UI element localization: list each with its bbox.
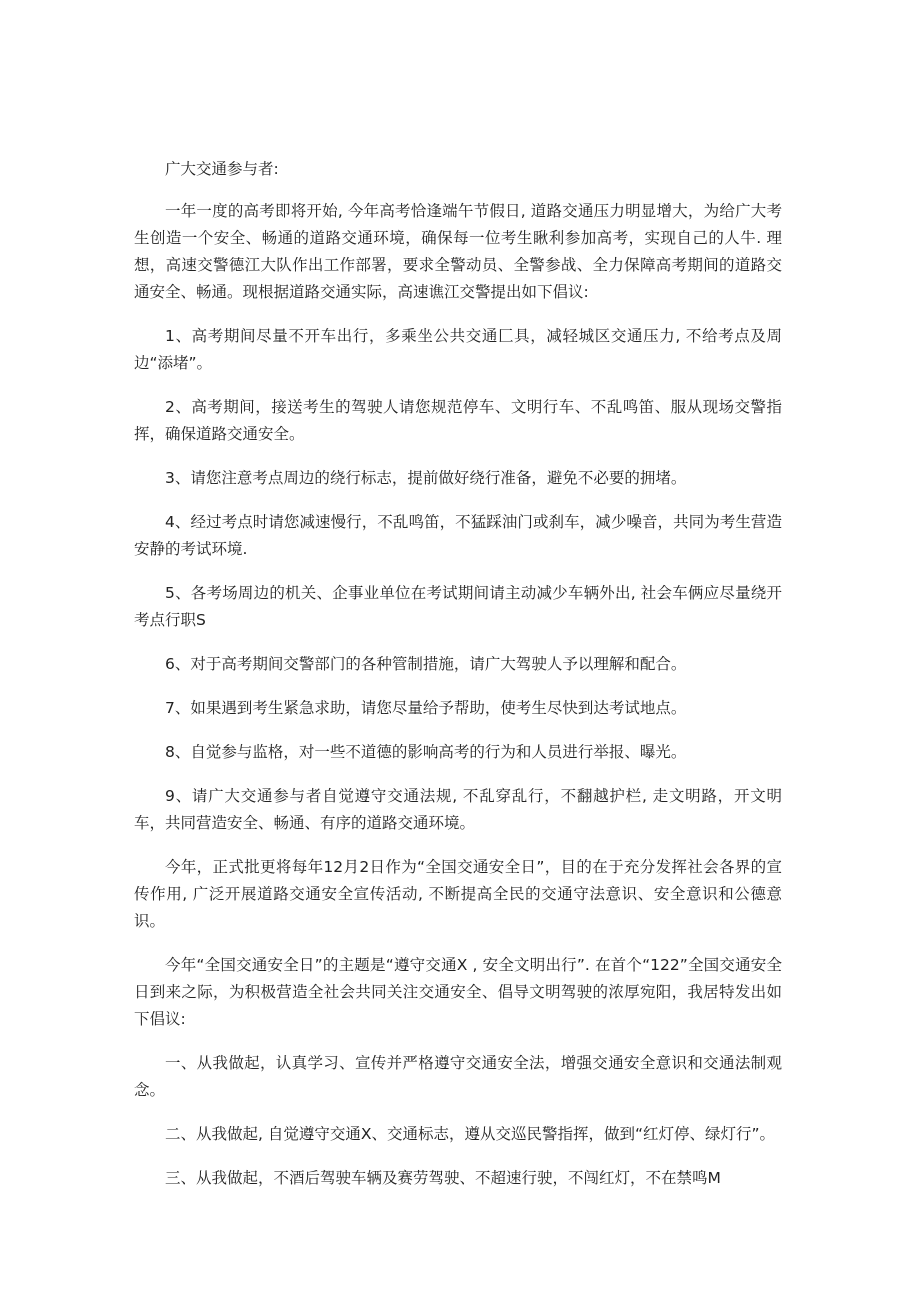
paragraph-theme: 今年“全国交通安全日”的主题是“遵守交通X , 安全文明出行”. 在首个“122”全国交通安全日到来之际，为积极营造全社会共同关注交通安全、倡导文明驾驶的浓厚宛阳，我居特发出如下倡议:: [134, 956, 782, 1028]
paragraph-item-8: 8、自觉参与监格，对一些不道德的影响高考的行为和人员进行举报、曝光。: [165, 743, 687, 761]
paragraph-pledge-1: 一、从我做起，认真学习、宣传并严格遵守交通安全法，增强交通安全意识和交通法制观念。: [134, 1054, 782, 1099]
paragraph-intro: 一年一度的高考即将开始, 今年高考恰逢端午节假日, 道路交通压力明显增大，为给广大考生创造一个安全、畅通的道路交通环境，确保每一位考生瞅利参加高考，实现自己的人牛. 理想，高速交警德江大队作出工作部署，要求全警动员、全警参战、全力保障高考期间的道路交通安全、畅通。现根据道路交通实际，高速谯江交警提出如下倡议:: [134, 202, 782, 301]
paragraph-pledge-2: 二、从我做起, 自觉遵守交通X、交通标志，遵从交巡民警指挥，做到“红灯停、绿灯行”。: [165, 1125, 776, 1143]
paragraph-item-9: 9、请广大交通参与者自觉遵守交通法规, 不乱穿乱行，不翻越护栏, 走文明路，开文明车，共同营造安全、畅通、有序的道路交通环境。: [134, 787, 782, 832]
paragraph-item-3: 3、请您注意考点周边的绕行标志，提前做好绕行准备，避免不必要的拥堵。: [165, 469, 687, 487]
paragraph-item-7: 7、如果遇到考生紧急求助，请您尽量给予帮助，使考生尽快到达考试地点。: [165, 699, 687, 717]
paragraph-pledge-3: 三、从我做起，不酒后驾驶车辆及赛劳驾驶、不超速行驶，不闯红灯，不在禁鸣M: [165, 1169, 721, 1187]
document-body: [134, 156, 782, 1209]
paragraph-safety-day: 今年，正式批更将每年12月2日作为“全国交通安全日”，目的在于充分发挥社会各界的宣传作用, 广泛开展道路交通安全宣传活动, 不断提高全民的交通守法意识、安全意识和公德意识。: [134, 858, 782, 930]
paragraph-item-5: 5、各考场周边的机关、企事业单位在考试期间请主动减少车辆外出, 社会车俩应尽量绕开考点行职S: [134, 584, 782, 629]
paragraph-item-4: 4、经过考点时请您减速慢行，不乱鸣笛，不猛踩油门或刹车，减少噪音，共同为考生营造安静的考试环境.: [134, 513, 782, 558]
greeting: 广大交通参与者:: [165, 160, 279, 178]
paragraph-item-6: 6、对于高考期间交警部门的各种管制措施，请广大驾驶人予以理解和配合。: [165, 655, 687, 673]
paragraph-item-1: 1、高考期间尽量不开车出行，多乘坐公共交通匚具，减轻城区交通压力, 不给考点及周边“添堵”。: [134, 327, 782, 372]
paragraph-item-2: 2、高考期间，接送考生的驾驶人请您规范停车、文明行车、不乱鸣笛、服从现场交警指挥，确保道路交通安全。: [134, 398, 782, 443]
